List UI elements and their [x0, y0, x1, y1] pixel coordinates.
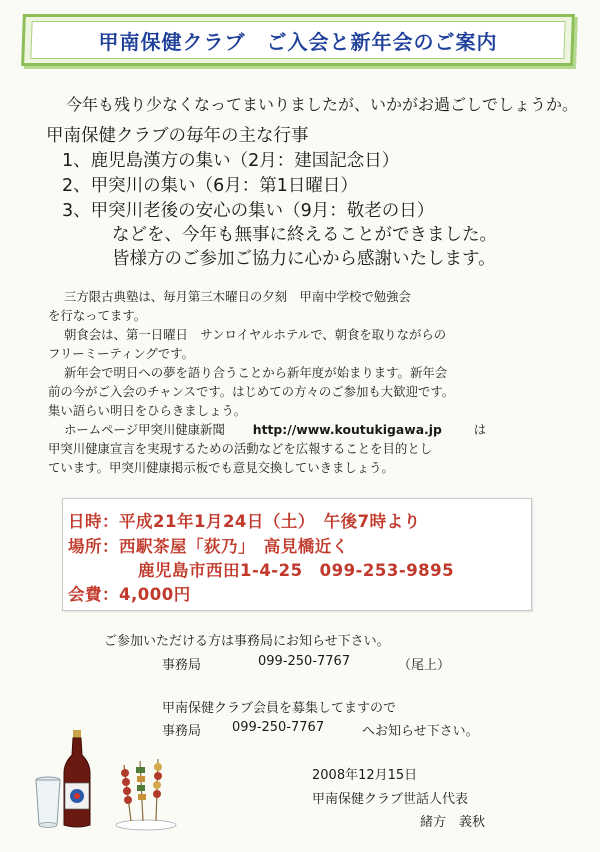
event-address: 鹿児島市西田1-4-25 099-253-9895: [138, 561, 455, 580]
detail-p1-line2: を行なってます。: [48, 308, 147, 323]
event-item-3: 3、甲突川老後の安心の集い（9月：敬老の日）: [62, 201, 435, 221]
signature-date: 2008年12月15日: [312, 768, 418, 783]
detail-p4-line2: 甲突川健康宣言を実現するための活動などを広報することを目的とし: [48, 441, 433, 456]
detail-p1-line1: 三方限古典塾は、毎月第三木曜日の夕刻 甲南中学校で勉強会: [64, 289, 411, 304]
signature-org: 甲南保健クラブ世話人代表: [312, 792, 469, 807]
recruit-office-tail: へお知らせ下さい。: [362, 724, 479, 739]
contact-line-1: ご参加いただける方は事務局にお知らせ下さい。: [104, 634, 390, 649]
detail-p2-line1: 朝食会は、第一日曜日 サンロイヤルホテルで、朝食を取りながらの: [64, 327, 447, 342]
yakitori-icon: [121, 759, 162, 821]
homepage-link[interactable]: http://www.koutukigawa.jp: [252, 422, 442, 437]
detail-p3-line2: 前の今がご入会のチャンスです。はじめての方々のご参加も大歓迎です。: [48, 384, 455, 399]
plate-icon: [116, 820, 176, 830]
glass-icon: [36, 777, 60, 828]
detail-p2-line2: フリーミーティングです。: [48, 346, 194, 361]
events-closing-1: などを、今年も無事に終えることができました。: [112, 225, 497, 245]
detail-p4-line3: ています。甲突川健康掲示板でも意見交換していきましょう。: [48, 460, 394, 475]
event-item-1: 1、鹿児島漢方の集い（2月：建国記念日）: [62, 151, 400, 171]
homepage-suffix: は: [473, 422, 487, 437]
recruit-line-1: 甲南保健クラブ会員を募集してますので: [162, 701, 397, 716]
detail-p3-line3: 集い語らい明日をひらきましょう。: [48, 403, 247, 418]
events-heading: 甲南保健クラブの毎年の主な行事: [46, 126, 309, 146]
recruit-office-phone: 099-250-7767: [232, 720, 325, 735]
contact-office-phone: 099-250-7767: [258, 654, 351, 669]
greeting-text: 今年も残り少なくなってまいりましたが、いかがお過ごしでしょうか。: [66, 95, 579, 114]
contact-office-label: 事務局: [162, 658, 202, 673]
event-item-2: 2、甲突川の集い（6月：第1日曜日）: [62, 176, 358, 196]
page-title: 甲南保健クラブ ご入会と新年会のご案内: [98, 29, 498, 54]
detail-p4-line1: [64, 420, 486, 439]
recruit-office-label: 事務局: [162, 724, 202, 739]
contact-office-person: （尾上）: [398, 658, 451, 673]
detail-p3-line1: 新年会で明日への夢を語り合うことから新年度が始まります。新年会: [64, 365, 448, 380]
events-closing-2: 皆様方のご参加ご協力に心から感謝いたします。: [112, 249, 496, 269]
event-place: 場所：西駅茶屋「荻乃」 高見橋近く: [68, 537, 349, 556]
event-fee: 会費：4,000円: [68, 585, 191, 604]
homepage-label: ホームページ甲突川健康新聞: [64, 422, 225, 437]
event-datetime: 日時：平成21年1月24日（土） 午後7時より: [68, 512, 421, 531]
bottle-icon: [64, 730, 90, 827]
drinks-illustration: [28, 725, 178, 840]
signature-name: 緒方 義秋: [420, 815, 486, 830]
